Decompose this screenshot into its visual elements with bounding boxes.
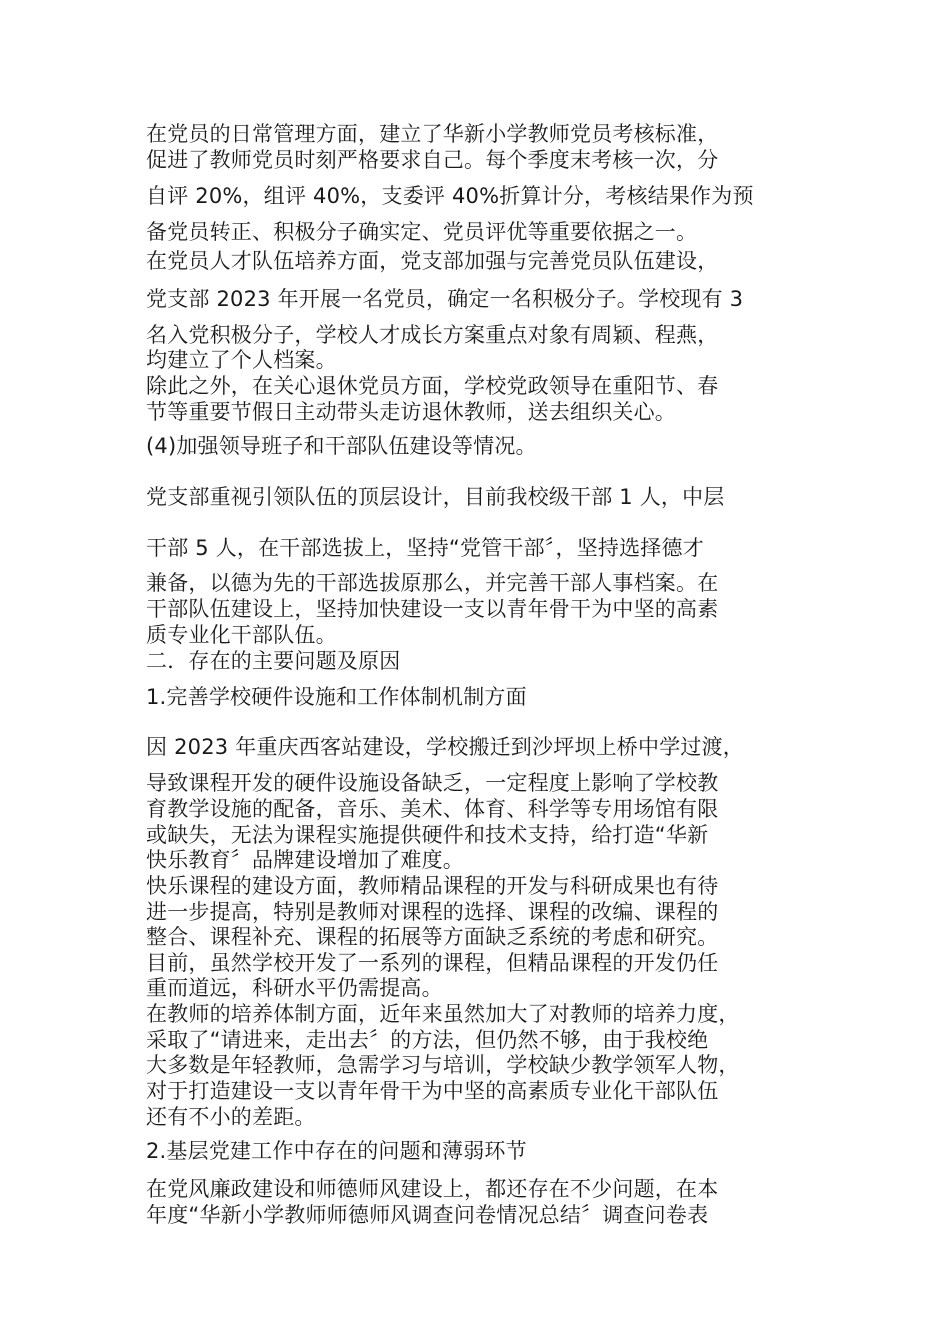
text-line: 还有不小的差距。 (146, 1105, 316, 1129)
text-line: 除此之外，在关心退休党员方面，学校党政领导在重阳节、春 (146, 374, 719, 398)
text-line: 因 2023 年重庆西客站建设，学校搬迁到沙坪坝上桥中学过渡， (146, 735, 744, 759)
text-line: 对于打造建设一支以青年骨干为中坚的高素质专业化干部队伍 (146, 1079, 719, 1103)
text-line: 大多数是年轻教师，急需学习与培训，学校缺少教学领军人物， (146, 1053, 740, 1077)
section-heading: (4)加强领导班子和干部队伍建设等情况。 (146, 434, 537, 458)
text-line: 均建立了个人档案。 (146, 348, 337, 372)
section-heading: 二．存在的主要问题及原因 (146, 649, 401, 673)
text-line: 育教学设施的配备，音乐、美术、体育、科学等专用场馆有限 (146, 797, 719, 821)
section-heading: 1.完善学校硬件设施和工作体制机制方面 (146, 685, 527, 709)
text-line: 或缺失，无法为课程实施提供硬件和技术支持，给打造“华新 (146, 823, 709, 847)
section-heading: 2.基层党建工作中存在的问题和薄弱环节 (146, 1139, 527, 1163)
text-line: 在党风廉政建设和师德师风建设上，都还存在不少问题，在本 (146, 1177, 719, 1201)
text-line: 快乐教育〞品牌建设增加了难度。 (146, 848, 464, 872)
text-line: 整合、课程补充、课程的拓展等方面缺乏系统的考虑和研究。 (146, 925, 719, 949)
text-line: 在教师的培养体制方面，近年来虽然加大了对教师的培养力度， (146, 1002, 740, 1026)
text-line: 采取了“请进来，走出去〞的方法，但仍然不够，由于我校绝 (146, 1028, 709, 1052)
text-line: 重而道远，科研水平仍需提高。 (146, 976, 443, 1000)
text-line: 党支部重视引领队伍的顶层设计，目前我校级干部 1 人，中层 (146, 485, 725, 509)
text-line: 兼备，以德为先的干部选拔原那么，并完善干部人事档案。在 (146, 571, 719, 595)
text-line: 党支部 2023 年开展一名党员，确定一名积极分子。学校现有 3 (146, 287, 744, 311)
text-line: 年度“华新小学教师师德师风调查问卷情况总结〞调查问卷表 (146, 1203, 709, 1227)
text-line: 促进了教师党员时刻严格要求自己。每个季度末考核一次，分 (146, 148, 719, 172)
text-line: 导致课程开发的硬件设施设备缺乏，一定程度上影响了学校教 (146, 771, 719, 795)
text-line: 节等重要节假日主动带头走访退休教师，送去组织关心。 (146, 400, 676, 424)
text-line: 目前，虽然学校开发了一系列的课程，但精品课程的开发仍任 (146, 951, 719, 975)
text-line: 进一步提高，特别是教师对课程的选择、课程的改编、课程的 (146, 900, 719, 924)
text-line: 名入党积极分子，学校人才成长方案重点对象有周颖、程燕， (146, 323, 719, 347)
text-line: 质专业化干部队伍。 (146, 623, 337, 647)
text-line: 干部 5 人，在干部选拔上，坚持“党管干部〞，坚持选择德才 (146, 536, 704, 560)
text-line: 快乐课程的建设方面，教师精品课程的开发与科研成果也有待 (146, 874, 719, 898)
text-line: 干部队伍建设上，坚持加快建设一支以青年骨干为中坚的高素 (146, 597, 719, 621)
text-line: 在党员的日常管理方面，建立了华新小学教师党员考核标准， (146, 122, 719, 146)
text-line: 自评 20%，组评 40%，支委评 40%折算计分，考核结果作为预 (146, 184, 754, 208)
text-line: 备党员转正、积极分子确实定、党员评优等重要依据之一。 (146, 220, 698, 244)
text-line: 在党员人才队伍培养方面，党支部加强与完善党员队伍建设， (146, 249, 719, 273)
